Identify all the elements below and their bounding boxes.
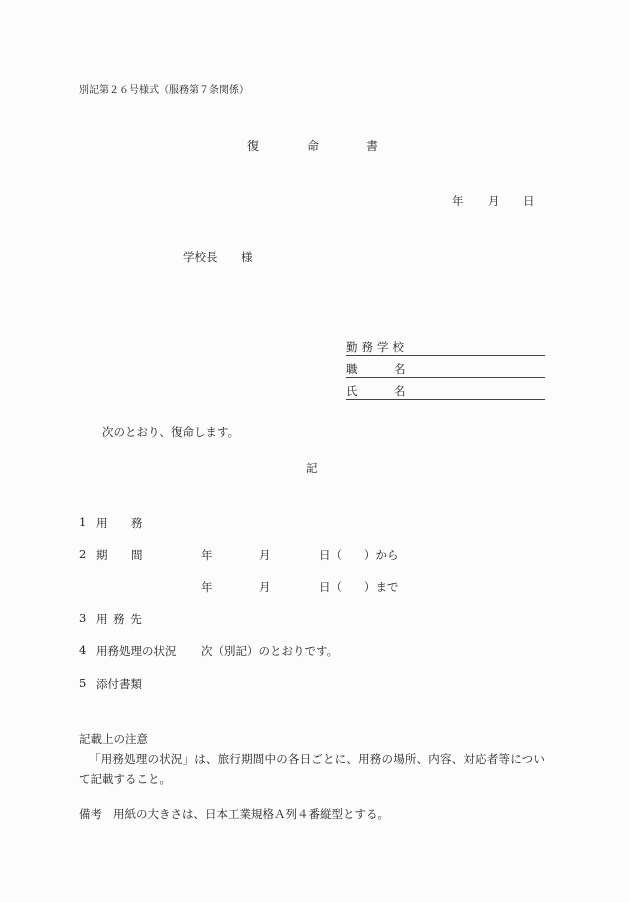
workplace-field[interactable]: [346, 338, 545, 356]
to-year: 年: [201, 580, 213, 594]
title-char-1: 復: [247, 139, 260, 153]
remarks-text: 用紙の大きさは、日本工業規格Ａ列４番縦型とする。: [113, 807, 389, 821]
item-number: 3: [79, 611, 87, 625]
item-label-a: 用: [96, 516, 108, 530]
addressee-honorific: 様: [241, 250, 253, 264]
title-char-2: 命: [307, 139, 320, 153]
from-month: 月: [259, 548, 271, 562]
item-label-b: 務: [131, 516, 143, 530]
item-label: 用 務 先: [96, 612, 143, 626]
to-suffix: ）まで: [364, 580, 399, 594]
item-value: 次（別記）のとおりです。: [201, 644, 339, 658]
item-label: 用務処理の状況: [96, 644, 177, 658]
name-field[interactable]: [346, 382, 545, 400]
addressee-name: 学校長: [183, 250, 218, 264]
notes-heading: 記載上の注意: [79, 732, 148, 746]
to-month: 月: [259, 580, 271, 594]
workplace-label: 勤務学校: [346, 340, 408, 354]
position-label-1: 職: [346, 362, 358, 376]
from-suffix: ）から: [364, 548, 399, 562]
position-field[interactable]: [346, 360, 545, 378]
notes-line-2: て記載すること。: [79, 772, 171, 786]
item-number: 5: [79, 676, 87, 690]
item-number: 1: [79, 515, 87, 529]
name-label-1: 氏: [346, 384, 358, 398]
item-label-a: 期: [96, 548, 108, 562]
item-label-b: 間: [131, 548, 143, 562]
remarks-label: 備考: [79, 807, 102, 821]
from-day: 日（: [319, 548, 342, 562]
item-number: 2: [79, 547, 87, 561]
date-day: 日: [523, 194, 535, 208]
item-label: 添付書類: [96, 677, 142, 691]
position-label-2: 名: [394, 362, 406, 376]
from-year: 年: [201, 548, 213, 562]
intro-text: 次のとおり、復命します。: [102, 425, 240, 439]
form-reference: 別記第２６号様式（服務第７条関係）: [79, 85, 249, 96]
date-year: 年: [452, 194, 464, 208]
item-number: 4: [79, 643, 87, 657]
title-char-3: 書: [366, 139, 379, 153]
ki-heading: 記: [306, 461, 318, 475]
notes-line-1: 「用務処理の状況」は、旅行期間中の各日ごとに、用務の場所、内容、対応者等につい: [89, 752, 546, 766]
date-month: 月: [488, 194, 500, 208]
to-day: 日（: [319, 580, 342, 594]
name-label-2: 名: [394, 384, 406, 398]
